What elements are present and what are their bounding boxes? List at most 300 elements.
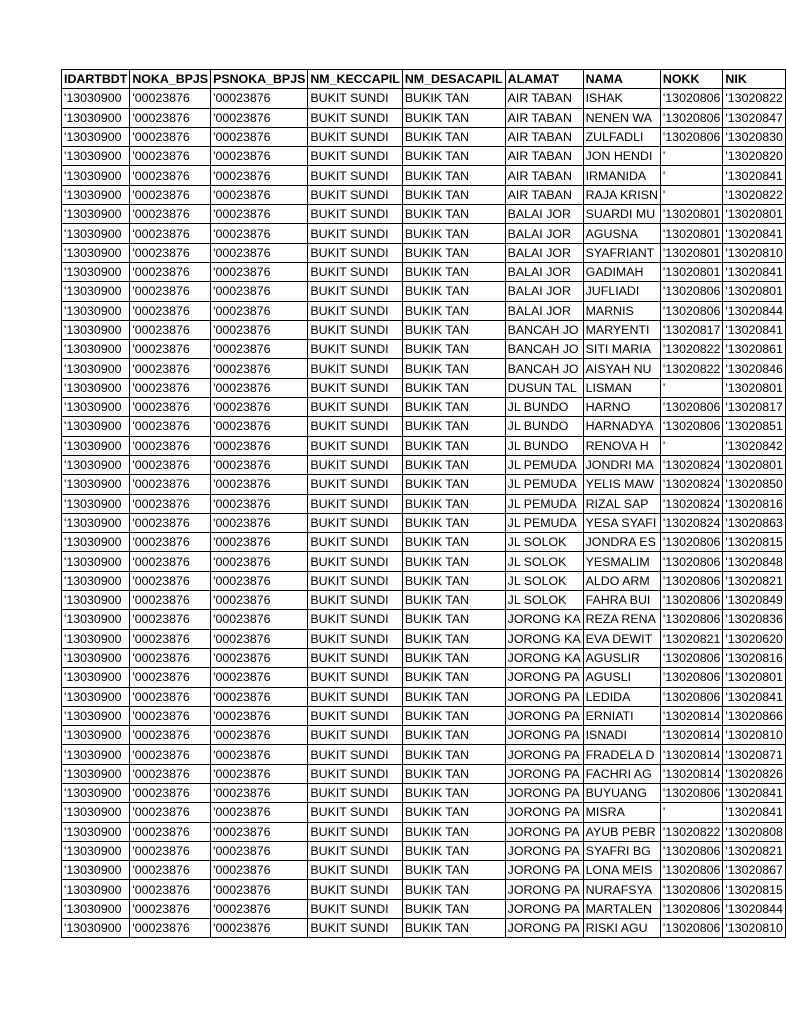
cell-nik: '13020822: [723, 185, 786, 204]
cell-idartbdt: '13030900: [62, 340, 130, 359]
cell-nm-keccapil: BUKIT SUNDI: [308, 726, 403, 745]
cell-psnoka-bpjs: '00023876: [211, 127, 308, 146]
cell-idartbdt: '13030900: [62, 301, 130, 320]
cell-nm-keccapil: BUKIT SUNDI: [308, 571, 403, 590]
cell-alamat: JORONG PA: [505, 899, 583, 918]
table-row: [62, 224, 786, 243]
cell-nama: HARNO: [583, 398, 660, 417]
cell-idartbdt: '13030900: [62, 359, 130, 378]
table-row: [62, 378, 786, 397]
cell-alamat: BALAI JOR: [505, 224, 583, 243]
cell-nm-keccapil: BUKIT SUNDI: [308, 205, 403, 224]
table-row: [62, 687, 786, 706]
cell-noka-bpjs: '00023876: [130, 378, 211, 397]
cell-nm-desacapil: BUKIK TAN: [402, 571, 505, 590]
cell-nama: ISHAK: [583, 89, 660, 108]
cell-nm-keccapil: BUKIT SUNDI: [308, 475, 403, 494]
cell-alamat: JORONG KA: [505, 629, 583, 648]
cell-nama: BUYUANG: [583, 783, 660, 802]
table-row: [62, 629, 786, 648]
cell-nm-keccapil: BUKIT SUNDI: [308, 378, 403, 397]
cell-psnoka-bpjs: '00023876: [211, 706, 308, 725]
cell-nm-keccapil: BUKIT SUNDI: [308, 803, 403, 822]
cell-nm-desacapil: BUKIK TAN: [402, 610, 505, 629]
cell-nm-desacapil: BUKIK TAN: [402, 243, 505, 262]
cell-nama: RISKI AGU: [583, 919, 660, 938]
cell-noka-bpjs: '00023876: [130, 841, 211, 860]
cell-nama: YESMALIM: [583, 552, 660, 571]
cell-psnoka-bpjs: '00023876: [211, 417, 308, 436]
cell-nm-desacapil: BUKIK TAN: [402, 455, 505, 474]
cell-noka-bpjs: '00023876: [130, 359, 211, 378]
cell-nokk: ': [660, 166, 723, 185]
cell-noka-bpjs: '00023876: [130, 648, 211, 667]
cell-nama: SUARDI MU: [583, 205, 660, 224]
cell-nik: '13020848: [723, 552, 786, 571]
cell-nama: ALDO ARM: [583, 571, 660, 590]
cell-idartbdt: '13030900: [62, 108, 130, 127]
cell-nokk: '13020806: [660, 783, 723, 802]
cell-nokk: '13020806: [660, 899, 723, 918]
cell-psnoka-bpjs: '00023876: [211, 301, 308, 320]
cell-idartbdt: '13030900: [62, 378, 130, 397]
cell-nokk: '13020822: [660, 822, 723, 841]
cell-psnoka-bpjs: '00023876: [211, 880, 308, 899]
cell-idartbdt: '13030900: [62, 475, 130, 494]
cell-psnoka-bpjs: '00023876: [211, 282, 308, 301]
cell-nokk: ': [660, 436, 723, 455]
cell-nama: LEDIDA: [583, 687, 660, 706]
cell-noka-bpjs: '00023876: [130, 764, 211, 783]
cell-noka-bpjs: '00023876: [130, 301, 211, 320]
cell-nm-keccapil: BUKIT SUNDI: [308, 185, 403, 204]
cell-noka-bpjs: '00023876: [130, 455, 211, 474]
cell-alamat: AIR TABAN: [505, 89, 583, 108]
table-row: [62, 513, 786, 532]
cell-nm-keccapil: BUKIT SUNDI: [308, 591, 403, 610]
cell-nm-keccapil: BUKIT SUNDI: [308, 629, 403, 648]
cell-nama: YESA SYAFI: [583, 513, 660, 532]
cell-nokk: '13020806: [660, 861, 723, 880]
cell-nik: '13020842: [723, 436, 786, 455]
cell-nm-desacapil: BUKIK TAN: [402, 494, 505, 513]
cell-noka-bpjs: '00023876: [130, 398, 211, 417]
cell-nm-keccapil: BUKIT SUNDI: [308, 108, 403, 127]
cell-nama: ZULFADLI: [583, 127, 660, 146]
cell-nokk: '13020822: [660, 340, 723, 359]
cell-psnoka-bpjs: '00023876: [211, 822, 308, 841]
cell-nik: '13020620: [723, 629, 786, 648]
cell-nm-desacapil: BUKIK TAN: [402, 108, 505, 127]
cell-idartbdt: '13030900: [62, 841, 130, 860]
cell-nik: '13020810: [723, 919, 786, 938]
cell-alamat: JL SOLOK: [505, 552, 583, 571]
cell-nama: FAHRA BUI: [583, 591, 660, 610]
cell-noka-bpjs: '00023876: [130, 436, 211, 455]
cell-idartbdt: '13030900: [62, 803, 130, 822]
cell-alamat: JL PEMUDA: [505, 513, 583, 532]
cell-nm-keccapil: BUKIT SUNDI: [308, 764, 403, 783]
cell-nm-keccapil: BUKIT SUNDI: [308, 320, 403, 339]
cell-psnoka-bpjs: '00023876: [211, 398, 308, 417]
cell-nama: RENOVA H: [583, 436, 660, 455]
cell-nm-desacapil: BUKIK TAN: [402, 224, 505, 243]
cell-alamat: AIR TABAN: [505, 108, 583, 127]
table-row: [62, 475, 786, 494]
cell-nm-desacapil: BUKIK TAN: [402, 919, 505, 938]
cell-nama: RIZAL SAP: [583, 494, 660, 513]
cell-psnoka-bpjs: '00023876: [211, 436, 308, 455]
cell-nm-desacapil: BUKIK TAN: [402, 513, 505, 532]
cell-nm-desacapil: BUKIK TAN: [402, 668, 505, 687]
table-row: [62, 668, 786, 687]
cell-idartbdt: '13030900: [62, 147, 130, 166]
cell-nm-keccapil: BUKIT SUNDI: [308, 494, 403, 513]
cell-nokk: '13020806: [660, 282, 723, 301]
cell-nokk: '13020824: [660, 494, 723, 513]
cell-noka-bpjs: '00023876: [130, 552, 211, 571]
cell-alamat: DUSUN TAL: [505, 378, 583, 397]
cell-idartbdt: '13030900: [62, 687, 130, 706]
cell-psnoka-bpjs: '00023876: [211, 494, 308, 513]
table-row: [62, 861, 786, 880]
cell-nik: '13020841: [723, 783, 786, 802]
cell-nama: AYUB PEBR: [583, 822, 660, 841]
table-row: [62, 899, 786, 918]
cell-nokk: '13020806: [660, 841, 723, 860]
cell-idartbdt: '13030900: [62, 205, 130, 224]
cell-idartbdt: '13030900: [62, 455, 130, 474]
cell-psnoka-bpjs: '00023876: [211, 455, 308, 474]
cell-nik: '13020801: [723, 378, 786, 397]
cell-alamat: BANCAH JO: [505, 340, 583, 359]
cell-noka-bpjs: '00023876: [130, 668, 211, 687]
cell-nik: '13020801: [723, 205, 786, 224]
cell-nokk: '13020806: [660, 648, 723, 667]
cell-nokk: '13020806: [660, 398, 723, 417]
cell-psnoka-bpjs: '00023876: [211, 224, 308, 243]
cell-nm-desacapil: BUKIK TAN: [402, 552, 505, 571]
cell-alamat: BALAI JOR: [505, 282, 583, 301]
cell-nm-keccapil: BUKIT SUNDI: [308, 533, 403, 552]
cell-noka-bpjs: '00023876: [130, 861, 211, 880]
cell-nama: NENEN WA: [583, 108, 660, 127]
cell-nik: '13020801: [723, 668, 786, 687]
cell-nama: RAJA KRISN: [583, 185, 660, 204]
table-row: [62, 340, 786, 359]
cell-nik: '13020841: [723, 166, 786, 185]
cell-nokk: '13020806: [660, 571, 723, 590]
cell-noka-bpjs: '00023876: [130, 185, 211, 204]
cell-nik: '13020841: [723, 687, 786, 706]
cell-psnoka-bpjs: '00023876: [211, 320, 308, 339]
table-row: [62, 147, 786, 166]
cell-nik: '13020822: [723, 89, 786, 108]
table-row: [62, 648, 786, 667]
cell-nokk: '13020824: [660, 513, 723, 532]
cell-noka-bpjs: '00023876: [130, 513, 211, 532]
cell-nama: IRMANIDA: [583, 166, 660, 185]
table-row: [62, 706, 786, 725]
cell-nokk: ': [660, 185, 723, 204]
cell-nik: '13020841: [723, 803, 786, 822]
cell-nokk: '13020806: [660, 417, 723, 436]
cell-nm-keccapil: BUKIT SUNDI: [308, 668, 403, 687]
cell-alamat: JORONG KA: [505, 610, 583, 629]
cell-nm-keccapil: BUKIT SUNDI: [308, 880, 403, 899]
cell-idartbdt: '13030900: [62, 436, 130, 455]
cell-idartbdt: '13030900: [62, 224, 130, 243]
cell-nm-keccapil: BUKIT SUNDI: [308, 648, 403, 667]
cell-nama: LISMAN: [583, 378, 660, 397]
cell-idartbdt: '13030900: [62, 919, 130, 938]
cell-nik: '13020821: [723, 571, 786, 590]
cell-psnoka-bpjs: '00023876: [211, 475, 308, 494]
table-body: [62, 89, 786, 938]
cell-nama: AISYAH NU: [583, 359, 660, 378]
cell-nm-keccapil: BUKIT SUNDI: [308, 243, 403, 262]
cell-alamat: JL PEMUDA: [505, 475, 583, 494]
cell-idartbdt: '13030900: [62, 783, 130, 802]
cell-nm-desacapil: BUKIK TAN: [402, 629, 505, 648]
cell-nm-keccapil: BUKIT SUNDI: [308, 166, 403, 185]
cell-nokk: '13020801: [660, 262, 723, 281]
cell-idartbdt: '13030900: [62, 610, 130, 629]
cell-nm-keccapil: BUKIT SUNDI: [308, 224, 403, 243]
cell-nokk: '13020814: [660, 745, 723, 764]
cell-nm-desacapil: BUKIK TAN: [402, 745, 505, 764]
cell-nokk: '13020806: [660, 89, 723, 108]
cell-nokk: '13020806: [660, 880, 723, 899]
cell-nm-desacapil: BUKIK TAN: [402, 185, 505, 204]
cell-idartbdt: '13030900: [62, 726, 130, 745]
cell-idartbdt: '13030900: [62, 262, 130, 281]
cell-nm-keccapil: BUKIT SUNDI: [308, 687, 403, 706]
cell-psnoka-bpjs: '00023876: [211, 147, 308, 166]
table-row: [62, 745, 786, 764]
cell-nik: '13020844: [723, 301, 786, 320]
cell-nm-desacapil: BUKIK TAN: [402, 899, 505, 918]
table-row: [62, 436, 786, 455]
column-header-nik: NIK: [723, 70, 786, 89]
cell-nik: '13020863: [723, 513, 786, 532]
cell-noka-bpjs: '00023876: [130, 629, 211, 648]
cell-nama: SYAFRI BG: [583, 841, 660, 860]
cell-alamat: JORONG PA: [505, 726, 583, 745]
cell-idartbdt: '13030900: [62, 899, 130, 918]
table-row: [62, 127, 786, 146]
cell-psnoka-bpjs: '00023876: [211, 340, 308, 359]
cell-noka-bpjs: '00023876: [130, 803, 211, 822]
cell-alamat: JORONG PA: [505, 783, 583, 802]
cell-nm-desacapil: BUKIK TAN: [402, 89, 505, 108]
cell-nm-desacapil: BUKIK TAN: [402, 205, 505, 224]
cell-nm-desacapil: BUKIK TAN: [402, 533, 505, 552]
cell-nama: JONDRA ES: [583, 533, 660, 552]
cell-psnoka-bpjs: '00023876: [211, 185, 308, 204]
cell-nm-desacapil: BUKIK TAN: [402, 475, 505, 494]
cell-idartbdt: '13030900: [62, 706, 130, 725]
cell-alamat: AIR TABAN: [505, 127, 583, 146]
cell-nama: JUFLIADI: [583, 282, 660, 301]
cell-idartbdt: '13030900: [62, 185, 130, 204]
cell-psnoka-bpjs: '00023876: [211, 764, 308, 783]
cell-nik: '13020846: [723, 359, 786, 378]
column-header-nm-keccapil: NM_KECCAPIL: [308, 70, 403, 89]
table-row: [62, 591, 786, 610]
cell-nm-desacapil: BUKIK TAN: [402, 726, 505, 745]
table-row: [62, 359, 786, 378]
cell-nokk: '13020806: [660, 668, 723, 687]
cell-alamat: JORONG PA: [505, 668, 583, 687]
cell-noka-bpjs: '00023876: [130, 127, 211, 146]
cell-alamat: AIR TABAN: [505, 166, 583, 185]
cell-nokk: '13020824: [660, 475, 723, 494]
cell-noka-bpjs: '00023876: [130, 591, 211, 610]
cell-nama: AGUSLIR: [583, 648, 660, 667]
cell-nm-desacapil: BUKIK TAN: [402, 166, 505, 185]
cell-noka-bpjs: '00023876: [130, 89, 211, 108]
cell-idartbdt: '13030900: [62, 648, 130, 667]
cell-alamat: JORONG PA: [505, 687, 583, 706]
cell-nm-keccapil: BUKIT SUNDI: [308, 513, 403, 532]
cell-nm-desacapil: BUKIK TAN: [402, 648, 505, 667]
cell-alamat: JORONG PA: [505, 764, 583, 783]
cell-noka-bpjs: '00023876: [130, 475, 211, 494]
table-row: [62, 919, 786, 938]
cell-idartbdt: '13030900: [62, 861, 130, 880]
cell-nokk: '13020806: [660, 108, 723, 127]
cell-psnoka-bpjs: '00023876: [211, 783, 308, 802]
cell-noka-bpjs: '00023876: [130, 320, 211, 339]
cell-nm-desacapil: BUKIK TAN: [402, 861, 505, 880]
cell-nama: AGUSNA: [583, 224, 660, 243]
table-row: [62, 282, 786, 301]
cell-psnoka-bpjs: '00023876: [211, 533, 308, 552]
cell-idartbdt: '13030900: [62, 513, 130, 532]
cell-nokk: '13020822: [660, 359, 723, 378]
cell-nm-desacapil: BUKIK TAN: [402, 783, 505, 802]
cell-noka-bpjs: '00023876: [130, 205, 211, 224]
cell-alamat: BALAI JOR: [505, 205, 583, 224]
cell-alamat: BALAI JOR: [505, 243, 583, 262]
table-row: [62, 89, 786, 108]
cell-nm-keccapil: BUKIT SUNDI: [308, 127, 403, 146]
cell-idartbdt: '13030900: [62, 89, 130, 108]
cell-noka-bpjs: '00023876: [130, 822, 211, 841]
table-row: [62, 262, 786, 281]
cell-nm-keccapil: BUKIT SUNDI: [308, 861, 403, 880]
cell-noka-bpjs: '00023876: [130, 282, 211, 301]
cell-psnoka-bpjs: '00023876: [211, 262, 308, 281]
cell-nik: '13020821: [723, 841, 786, 860]
cell-psnoka-bpjs: '00023876: [211, 648, 308, 667]
cell-alamat: JL BUNDO: [505, 398, 583, 417]
cell-nik: '13020851: [723, 417, 786, 436]
cell-nik: '13020810: [723, 243, 786, 262]
cell-nokk: '13020806: [660, 301, 723, 320]
cell-nm-desacapil: BUKIK TAN: [402, 282, 505, 301]
cell-psnoka-bpjs: '00023876: [211, 841, 308, 860]
cell-psnoka-bpjs: '00023876: [211, 629, 308, 648]
cell-alamat: JL PEMUDA: [505, 455, 583, 474]
column-header-nm-desacapil: NM_DESACAPIL: [402, 70, 505, 89]
column-header-nokk: NOKK: [660, 70, 723, 89]
column-header-nama: NAMA: [583, 70, 660, 89]
cell-nik: '13020836: [723, 610, 786, 629]
cell-idartbdt: '13030900: [62, 552, 130, 571]
cell-alamat: BALAI JOR: [505, 262, 583, 281]
cell-noka-bpjs: '00023876: [130, 899, 211, 918]
cell-noka-bpjs: '00023876: [130, 687, 211, 706]
cell-nokk: '13020806: [660, 591, 723, 610]
cell-nm-keccapil: BUKIT SUNDI: [308, 610, 403, 629]
cell-noka-bpjs: '00023876: [130, 745, 211, 764]
cell-nama: ERNIATI: [583, 706, 660, 725]
cell-nm-desacapil: BUKIK TAN: [402, 687, 505, 706]
cell-nik: '13020820: [723, 147, 786, 166]
cell-nokk: '13020806: [660, 127, 723, 146]
cell-idartbdt: '13030900: [62, 417, 130, 436]
cell-noka-bpjs: '00023876: [130, 262, 211, 281]
cell-nm-desacapil: BUKIK TAN: [402, 127, 505, 146]
table-row: [62, 726, 786, 745]
cell-psnoka-bpjs: '00023876: [211, 243, 308, 262]
cell-nm-desacapil: BUKIK TAN: [402, 147, 505, 166]
cell-nama: JON HENDI: [583, 147, 660, 166]
table-row: [62, 185, 786, 204]
cell-psnoka-bpjs: '00023876: [211, 571, 308, 590]
cell-nik: '13020844: [723, 899, 786, 918]
cell-nm-keccapil: BUKIT SUNDI: [308, 552, 403, 571]
column-header-noka-bpjs: NOKA_BPJS: [130, 70, 211, 89]
cell-nm-desacapil: BUKIK TAN: [402, 822, 505, 841]
table-row: [62, 166, 786, 185]
cell-idartbdt: '13030900: [62, 764, 130, 783]
table-row: [62, 803, 786, 822]
cell-nik: '13020817: [723, 398, 786, 417]
cell-nokk: ': [660, 147, 723, 166]
cell-idartbdt: '13030900: [62, 494, 130, 513]
cell-nik: '13020815: [723, 533, 786, 552]
cell-psnoka-bpjs: '00023876: [211, 378, 308, 397]
cell-nm-keccapil: BUKIT SUNDI: [308, 147, 403, 166]
cell-noka-bpjs: '00023876: [130, 610, 211, 629]
cell-nokk: '13020821: [660, 629, 723, 648]
cell-noka-bpjs: '00023876: [130, 880, 211, 899]
column-header-psnoka-bpjs: PSNOKA_BPJS: [211, 70, 308, 89]
cell-nm-keccapil: BUKIT SUNDI: [308, 822, 403, 841]
table-row: [62, 880, 786, 899]
cell-alamat: BANCAH JO: [505, 359, 583, 378]
cell-nm-desacapil: BUKIK TAN: [402, 591, 505, 610]
cell-nm-keccapil: BUKIT SUNDI: [308, 398, 403, 417]
cell-nokk: '13020817: [660, 320, 723, 339]
cell-alamat: JL SOLOK: [505, 533, 583, 552]
cell-psnoka-bpjs: '00023876: [211, 359, 308, 378]
cell-alamat: AIR TABAN: [505, 185, 583, 204]
cell-nokk: '13020806: [660, 533, 723, 552]
table-row: [62, 533, 786, 552]
cell-nm-keccapil: BUKIT SUNDI: [308, 340, 403, 359]
cell-noka-bpjs: '00023876: [130, 533, 211, 552]
cell-psnoka-bpjs: '00023876: [211, 687, 308, 706]
cell-nokk: '13020801: [660, 205, 723, 224]
cell-noka-bpjs: '00023876: [130, 706, 211, 725]
cell-nama: REZA RENA: [583, 610, 660, 629]
cell-psnoka-bpjs: '00023876: [211, 591, 308, 610]
cell-nm-desacapil: BUKIK TAN: [402, 340, 505, 359]
